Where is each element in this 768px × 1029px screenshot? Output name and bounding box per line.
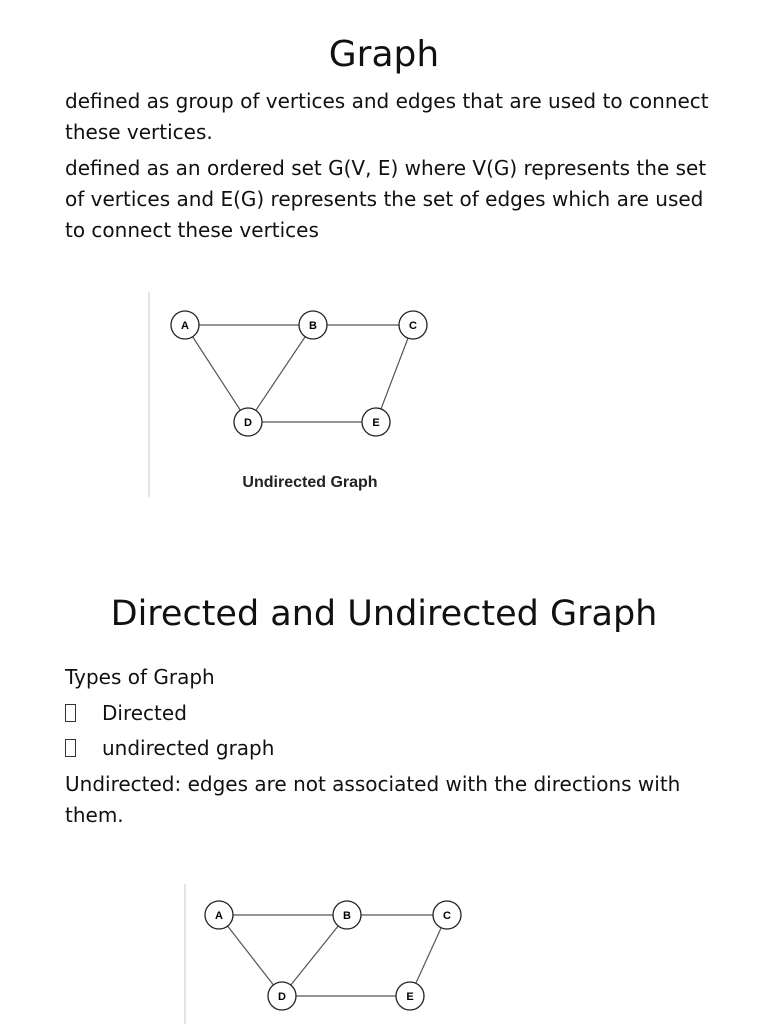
node-label-d: D bbox=[244, 417, 252, 429]
node-label-e: E bbox=[372, 417, 380, 429]
node-label-a: A bbox=[181, 320, 189, 332]
graph-edges bbox=[185, 325, 413, 422]
node-d bbox=[268, 982, 296, 1010]
undirected-graph-figure-2 bbox=[182, 884, 482, 1024]
bullet-item-directed bbox=[65, 698, 187, 729]
node-label-c: C bbox=[409, 320, 417, 332]
undirected-definition: Undirected: edges are not associated with the directions with them. bbox=[65, 772, 681, 827]
node-e bbox=[396, 982, 424, 1010]
figure-border-line bbox=[148, 292, 150, 497]
edge-a-d bbox=[185, 325, 248, 422]
definition-paragraph-1: defined as group of vertices and edges that are used to connect these vertices. bbox=[65, 89, 709, 144]
bullet-item-undirected bbox=[65, 733, 274, 764]
edge-c-e bbox=[376, 325, 413, 422]
node-label-e: E bbox=[406, 991, 414, 1003]
bullet-label: undirected graph bbox=[102, 736, 275, 760]
undirected-graph-figure-1 bbox=[146, 292, 446, 497]
node-b bbox=[299, 311, 327, 339]
node-d bbox=[234, 408, 262, 436]
node-a bbox=[205, 901, 233, 929]
node-c bbox=[399, 311, 427, 339]
node-e bbox=[362, 408, 390, 436]
node-c bbox=[433, 901, 461, 929]
node-label-d: D bbox=[278, 991, 286, 1003]
graph-svg-1 bbox=[146, 292, 446, 497]
edge-b-d bbox=[248, 325, 313, 422]
figure-border-line bbox=[184, 884, 186, 1024]
bullet-box-icon bbox=[65, 739, 76, 757]
slide-1-title: Graph bbox=[328, 34, 440, 75]
types-intro: Types of Graph bbox=[65, 665, 215, 689]
node-label-a: A bbox=[215, 910, 223, 922]
slide-2-title: Directed and Undirected Graph bbox=[110, 594, 658, 634]
bullet-label: Directed bbox=[102, 701, 187, 725]
edge-b-d bbox=[282, 915, 347, 996]
node-label-c: C bbox=[443, 910, 451, 922]
node-label-b: B bbox=[309, 320, 317, 332]
bullet-box-icon bbox=[65, 704, 76, 722]
node-b bbox=[333, 901, 361, 929]
graph-svg-2 bbox=[182, 884, 482, 1024]
figure-caption: Undirected Graph bbox=[242, 474, 378, 491]
edge-a-d bbox=[219, 915, 282, 996]
node-label-b: B bbox=[343, 910, 351, 922]
node-a bbox=[171, 311, 199, 339]
definition-paragraph-2: defined as an ordered set G(V, E) where V(G) represents the set of vertices and E(G) represents the set of edges which are used to connect these vertices bbox=[65, 156, 707, 242]
